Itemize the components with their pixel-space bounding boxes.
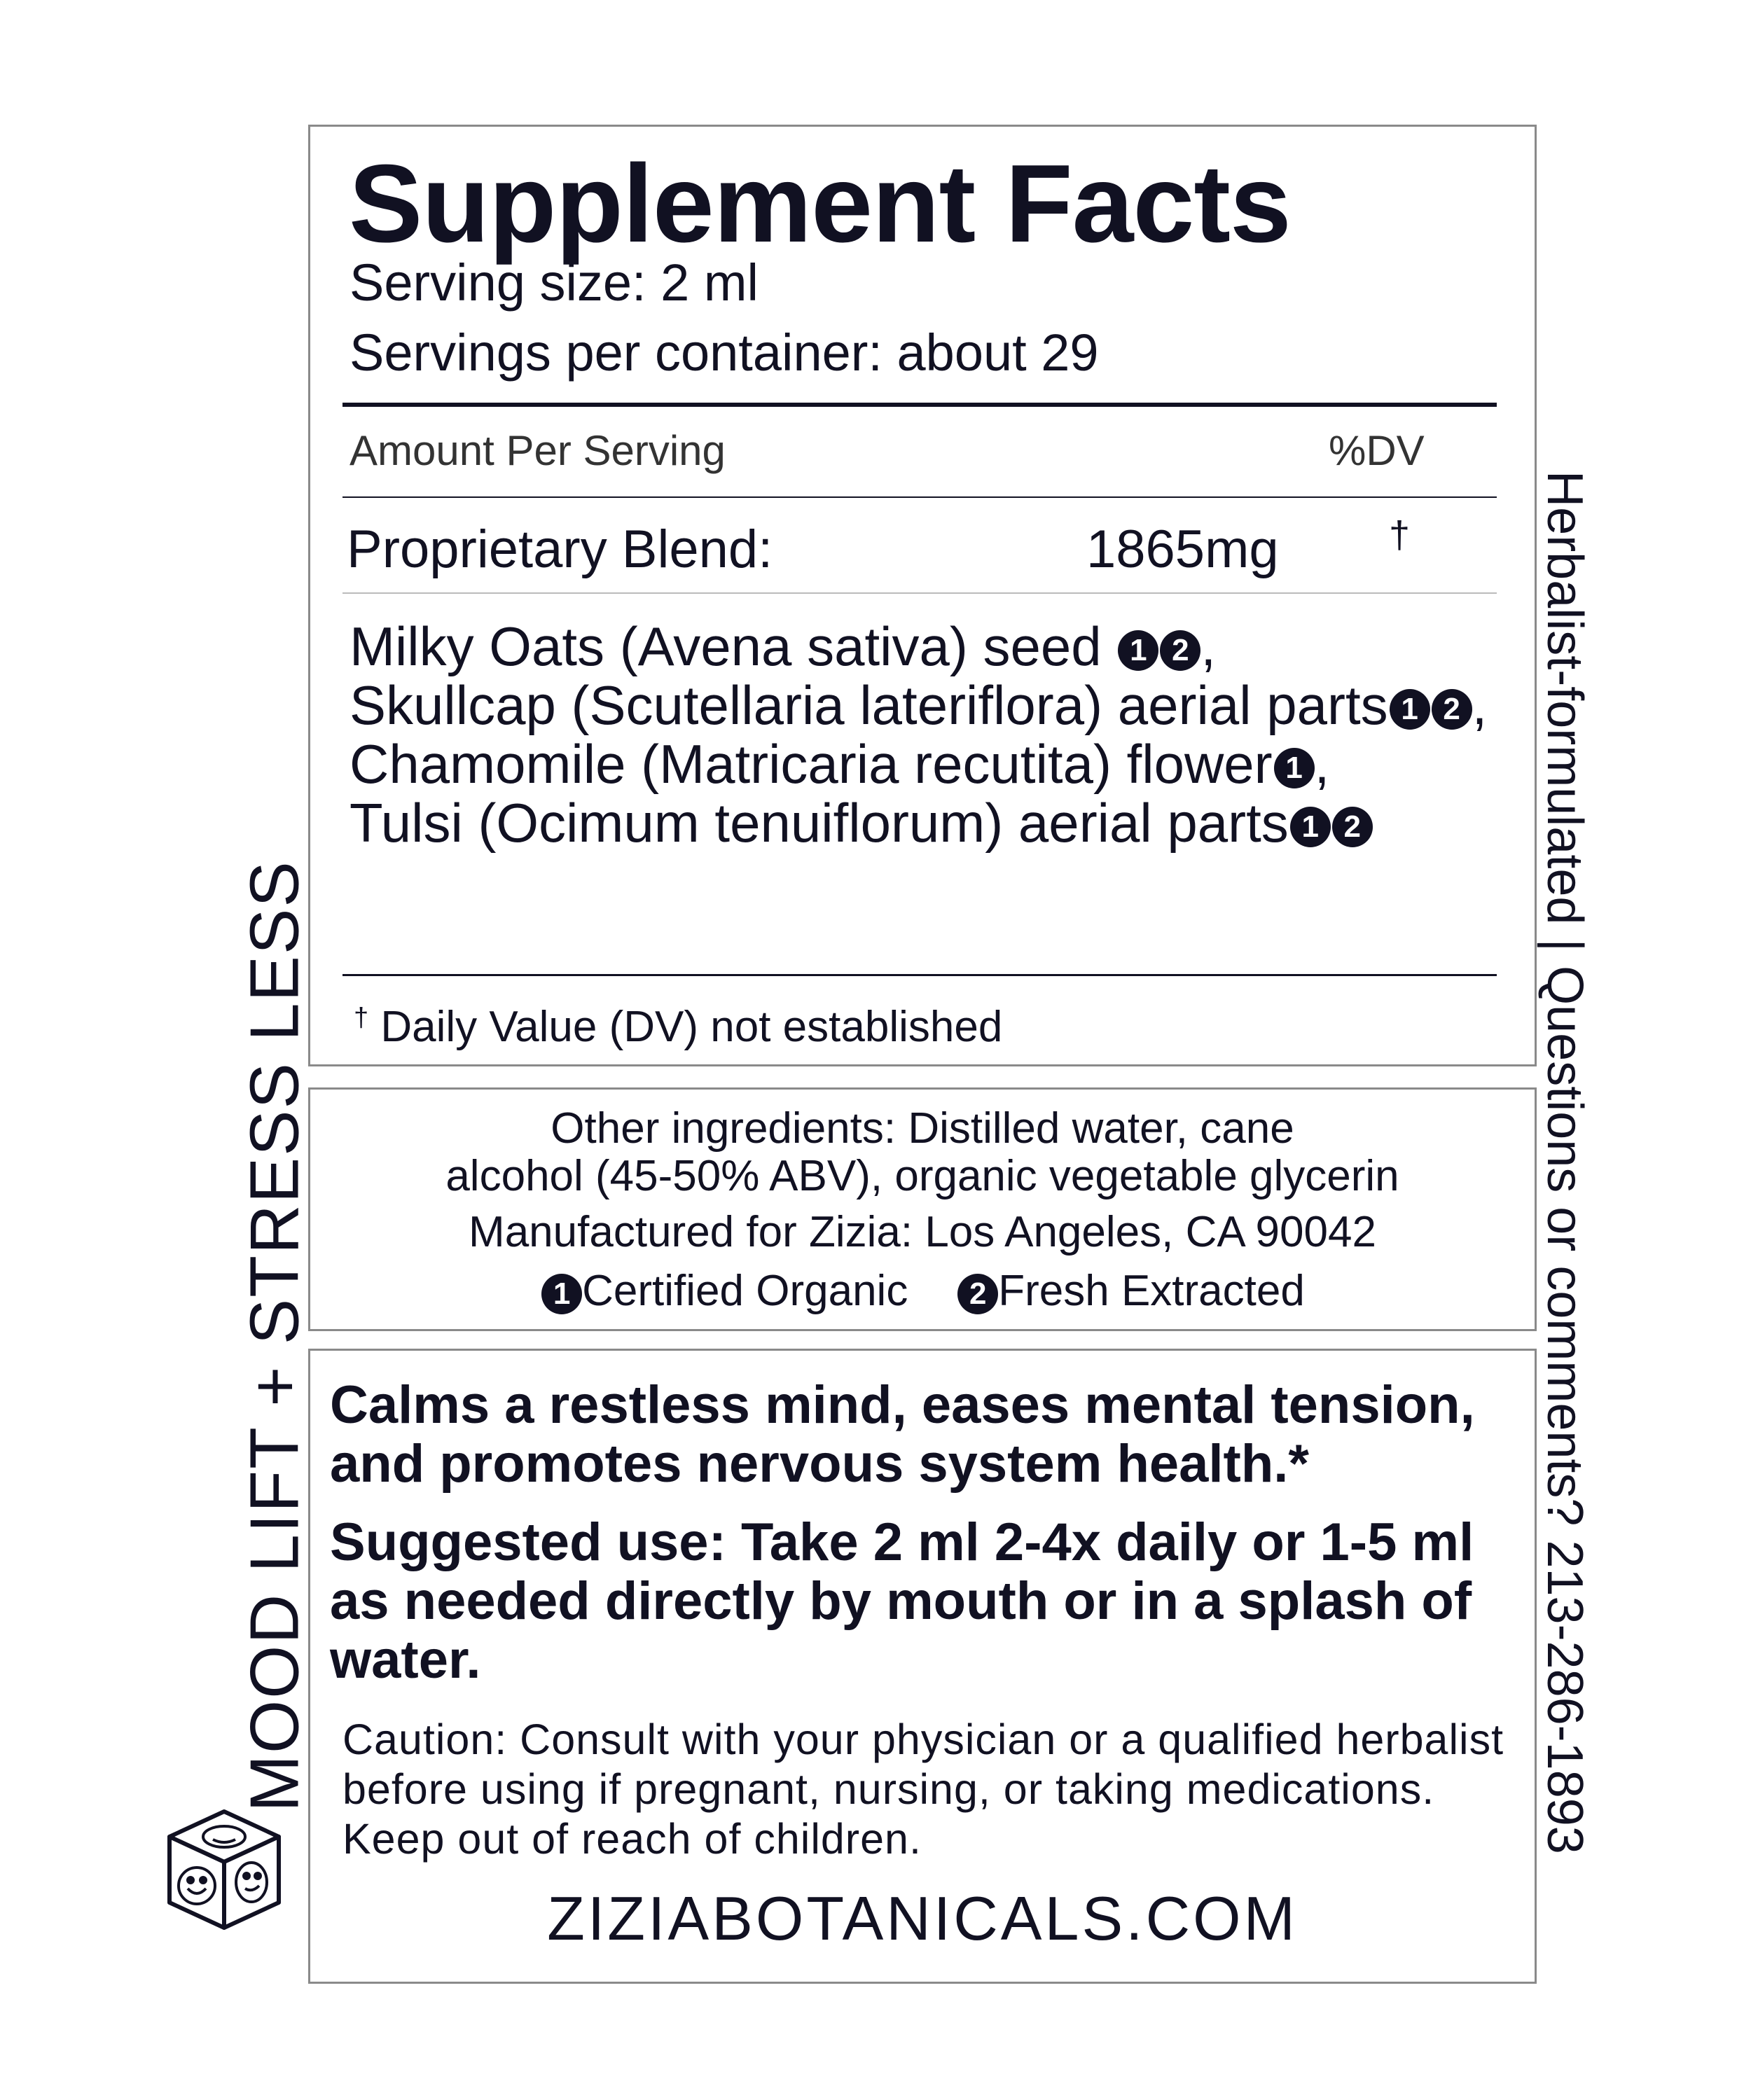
fresh-extracted-mark: 2 — [1160, 630, 1200, 671]
certified-organic-label: Certified Organic — [582, 1267, 908, 1315]
suggested-use: Suggested use: Take 2 ml 2-4x daily or 1-5 ml as needed directly by mouth or in a splash of water. — [330, 1513, 1474, 1690]
facts-title: Supplement Facts — [349, 142, 1291, 265]
proprietary-blend-amount: 1865mg — [1086, 520, 1279, 579]
other-ingredients-line-2: alcohol (45-50% ABV), organic vegetable glycerin — [445, 1152, 1399, 1200]
dv-footnote: † Daily Value (DV) not established — [354, 1003, 1003, 1051]
certified-organic-mark: 1 — [1118, 630, 1158, 671]
amount-per-serving-header: Amount Per Serving — [349, 427, 726, 474]
proprietary-blend-dv: † — [1389, 514, 1411, 556]
certified-organic-mark: 1 — [541, 1274, 582, 1314]
certified-organic-mark: 1 — [1290, 807, 1331, 847]
dv-header: %DV — [1329, 427, 1425, 474]
ingredient-item: Tulsi (Ocimum tenuiflorum) aerial parts 1 2 — [349, 792, 1373, 854]
contact-line: Herbalist-formulated | Questions or comments? 213-286-1893 — [1537, 471, 1593, 1854]
divider — [342, 496, 1497, 498]
product-tagline: MOOD LIFT + STRESS LESS — [235, 860, 313, 1812]
fresh-extracted-label: Fresh Extracted — [998, 1267, 1305, 1315]
smiley-cube-icon — [161, 1803, 287, 1936]
supplement-facts-panel — [308, 125, 1537, 1066]
usage-panel — [308, 1349, 1537, 1984]
other-ingredients-line-1: Other ingredients: Distilled water, cane — [551, 1104, 1294, 1153]
fresh-extracted-mark: 2 — [1332, 807, 1373, 847]
fresh-extracted-mark: 2 — [1432, 689, 1472, 730]
product-claim: Calms a restless mind, eases mental tension, and promotes nervous system health.* — [330, 1375, 1475, 1494]
manufacturer-line: Manufactured for Zizia: Los Angeles, CA 90042 — [469, 1208, 1376, 1256]
caution-text: Caution: Consult with your physician or a qualified herbalist before using if pregnant, nursing, or taking medications. Keep out of reach of children. — [342, 1716, 1504, 1863]
certified-organic-mark: 1 — [1274, 748, 1315, 788]
ingredient-item: Milky Oats (Avena sativa) seed 1 2 , — [349, 616, 1216, 677]
fresh-extracted-mark: 2 — [957, 1274, 998, 1314]
mark-legend — [310, 1266, 1535, 1316]
servings-per-container: Servings per container: about 29 — [349, 324, 1099, 382]
proprietary-blend-label: Proprietary Blend: — [347, 520, 773, 579]
other-ingredients-panel — [308, 1087, 1537, 1331]
website: ZIZIABOTANICALS.COM — [547, 1884, 1298, 1953]
light-divider — [342, 592, 1497, 594]
ingredient-list — [349, 617, 1519, 852]
ingredient-item: Chamomile (Matricaria recutita) flower 1 , — [349, 733, 1330, 795]
bottom-divider — [342, 974, 1497, 976]
serving-size: Serving size: 2 ml — [349, 253, 759, 312]
thick-divider — [342, 403, 1497, 407]
certified-organic-mark: 1 — [1390, 689, 1430, 730]
ingredient-item: Skullcap (Scutellaria lateriflora) aerial parts 1 2 , — [349, 674, 1488, 736]
